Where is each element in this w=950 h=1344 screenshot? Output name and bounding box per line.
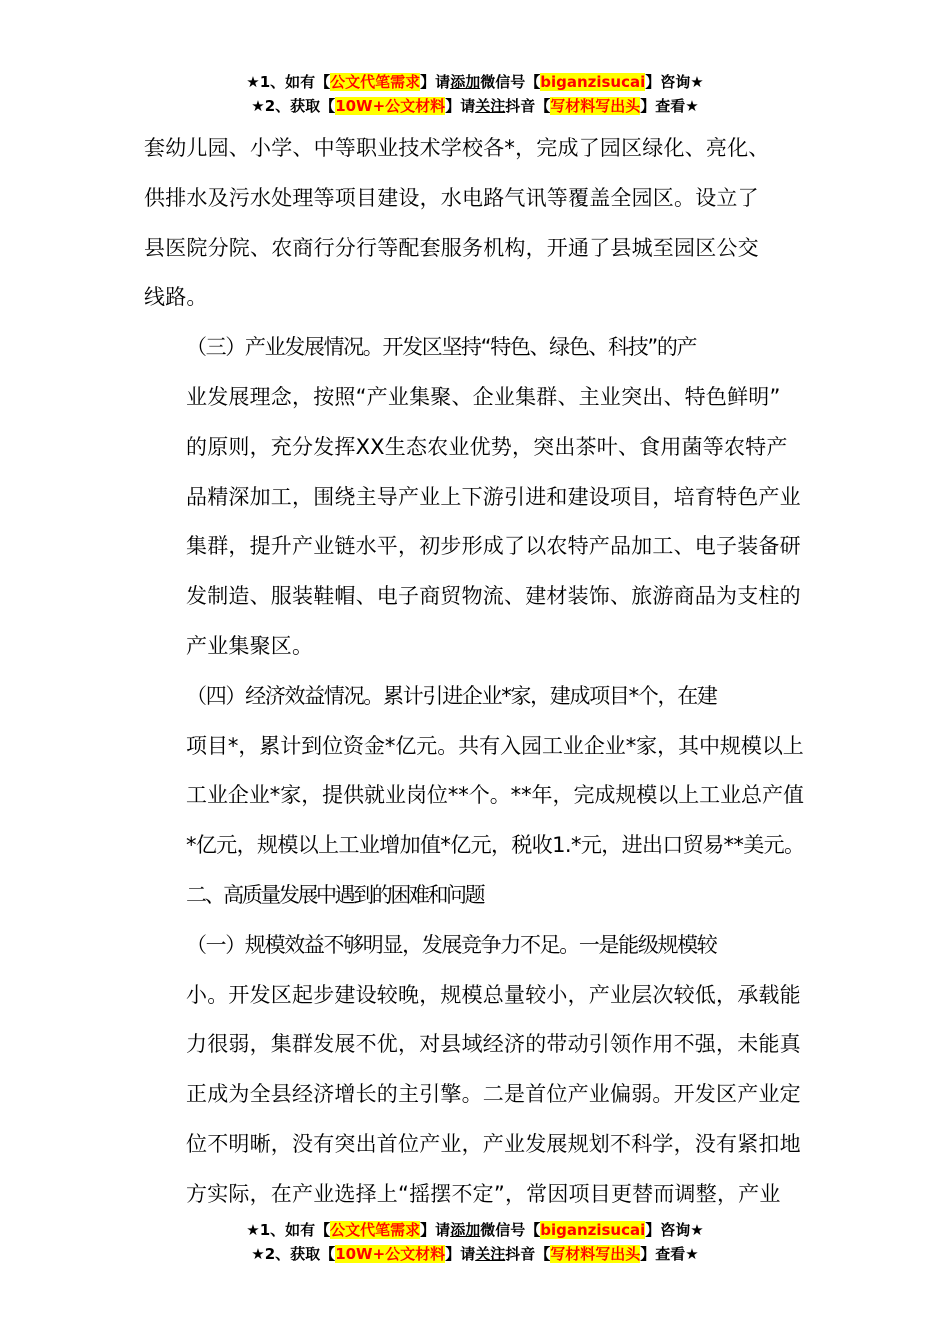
text-line: 位不明晰，没有突出首位产业，产业发展规划不科学，没有紧扣地 bbox=[186, 1131, 801, 1156]
text-line: 品精深加工，围绕主导产业上下游引进和建设项目，培育特色产业 bbox=[186, 484, 801, 509]
banner-line-1: ★1、如有【公文代笔需求】请添加微信号【biganzisucai】咨询★ bbox=[246, 73, 704, 91]
text-line: 套幼儿园、小学、中等职业技术学校各*，完成了园区绿化、亮化、 bbox=[144, 136, 770, 160]
text-line: 线路。 bbox=[144, 285, 208, 310]
banner-line-2: ★2、获取【10W+公文材料】请关注抖音【写材料写出头】查看★ bbox=[251, 1245, 699, 1263]
text-line: 产业集聚区。 bbox=[186, 633, 314, 658]
banner-highlight: 写材料写出头 bbox=[550, 1245, 641, 1263]
footer-banner bbox=[0, 1218, 950, 1266]
text-line: （四）经济效益情况。累计引进企业*家，建成项目*个，在建 bbox=[186, 683, 717, 708]
text-line: 发制造、服装鞋帽、电子商贸物流、建材装饰、旅游商品为支柱的 bbox=[186, 584, 801, 609]
text-line: 小。开发区起步建设较晚，规模总量较小，产业层次较低，承载能 bbox=[186, 982, 801, 1007]
text-line: 供排水及污水处理等项目建设，水电路气讯等覆盖全园区。设立了 bbox=[144, 185, 759, 210]
text-line: （三）产业发展情况。开发区坚持“特色、绿色、科技”的产 bbox=[186, 335, 697, 360]
paragraph bbox=[144, 124, 804, 323]
text-line: 的原则，充分发挥XX生态农业优势，突出茶叶、食用菌等农特产 bbox=[186, 434, 788, 459]
banner-highlight: 公文代笔需求 bbox=[330, 1221, 421, 1239]
text-line: （一）规模效益不够明显，发展竞争力不足。一是能级规模较 bbox=[186, 932, 717, 957]
text-line: *亿元，规模以上工业增加值*亿元，税收1.*元，进出口贸易**美元。 bbox=[186, 833, 805, 858]
paragraph bbox=[144, 323, 804, 672]
text-line: 项目*，累计到位资金*亿元。共有入园工业企业*家，其中规模以上 bbox=[186, 733, 804, 758]
banner-line-1: ★1、如有【公文代笔需求】请添加微信号【biganzisucai】咨询★ bbox=[246, 1221, 704, 1239]
paragraph bbox=[144, 672, 804, 871]
banner-highlight: biganzisucai bbox=[540, 73, 646, 91]
text-line: 集群，提升产业链水平，初步形成了以农特产品加工、电子装备研 bbox=[186, 534, 801, 559]
text-line: 业发展理念，按照“产业集聚、企业集群、主业突出、特色鲜明” bbox=[186, 384, 781, 409]
banner-highlight: biganzisucai bbox=[540, 1221, 646, 1239]
paragraph bbox=[144, 871, 804, 921]
banner-highlight: 10W+公文材料 bbox=[335, 1245, 446, 1263]
text-line: 方实际，在产业选择上“摇摆不定”，常因项目更替而调整，产业 bbox=[186, 1181, 781, 1206]
banner-highlight: 10W+公文材料 bbox=[335, 97, 446, 115]
text-line: 正成为全县经济增长的主引擎。二是首位产业偏弱。开发区产业定 bbox=[186, 1082, 801, 1107]
text-line: 县医院分院、农商行分行等配套服务机构，开通了县城至园区公交 bbox=[144, 235, 759, 260]
text-line: 二、高质量发展中遇到的困难和问题 bbox=[186, 882, 484, 907]
text-line: 力很弱，集群发展不优，对县域经济的带动引领作用不强，未能真 bbox=[186, 1032, 801, 1057]
header-banner bbox=[0, 70, 950, 118]
banner-highlight: 写材料写出头 bbox=[550, 97, 641, 115]
banner-highlight: 公文代笔需求 bbox=[330, 73, 421, 91]
paragraph bbox=[144, 921, 804, 1220]
banner-line-2: ★2、获取【10W+公文材料】请关注抖音【写材料写出头】查看★ bbox=[251, 97, 699, 115]
text-line: 工业企业*家，提供就业岗位**个。**年，完成规模以上工业总产值 bbox=[186, 783, 804, 808]
document-body bbox=[144, 124, 804, 1220]
